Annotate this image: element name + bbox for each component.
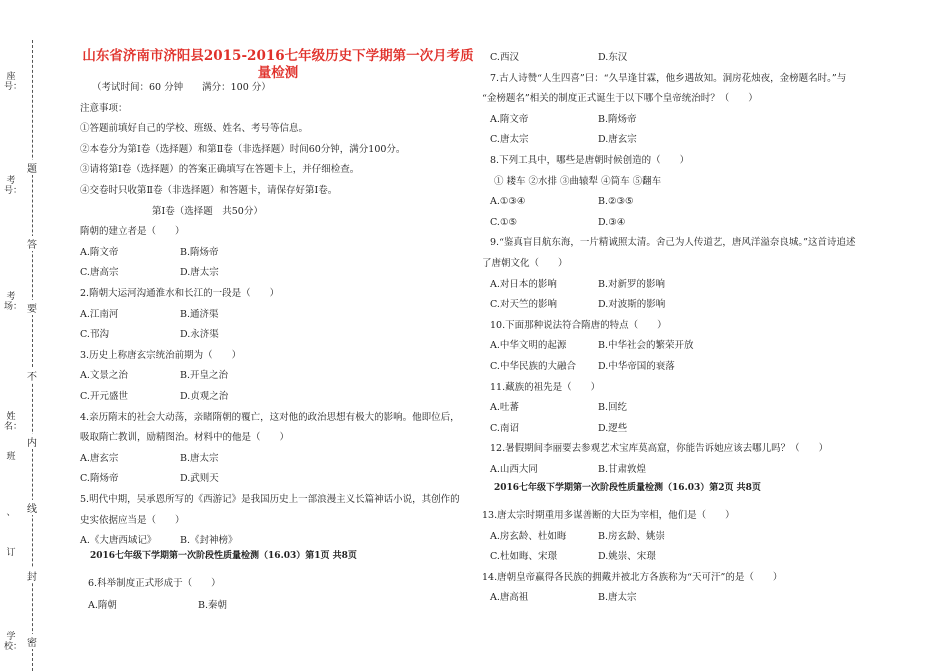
question-stem: 吸取隋亡教训，励精图治。材料中的他是（ ） — [80, 432, 290, 444]
question-option: C.对天竺的影响 — [490, 299, 557, 311]
question-option: D.唐太宗 — [180, 267, 219, 279]
question-stem: 4.亲历隋末的社会大动荡，亲睹隋朝的覆亡，这对他的政治思想有极大的影响。他即位后， — [80, 411, 460, 423]
question-stem: 了唐朝文化（ ） — [482, 258, 568, 269]
question-option: A.隋朝 — [88, 600, 117, 611]
question-option: A.对日本的影响 — [490, 278, 557, 290]
seal-punct-1: 、 — [6, 508, 16, 518]
seal-char: 封 — [24, 568, 40, 583]
question-option: A.唐高祖 — [490, 592, 529, 604]
seal-char: 密 — [24, 634, 40, 649]
question-option: C.开元盛世 — [80, 391, 128, 402]
question-stem: 6.科举制度正式形成于（ ） — [88, 578, 221, 589]
question-stem: 8.下列工具中，哪些是唐朝时候创造的（ ） — [490, 155, 690, 166]
question-option: C.邗沟 — [80, 329, 109, 341]
notes-item: ④交卷时只收第Ⅱ卷（非选择题）和答题卡，请保存好第Ⅰ卷。 — [80, 185, 338, 196]
question-option: D.对波斯的影响 — [598, 299, 666, 311]
question-stem: 7.古人诗赞“人生四喜”曰：“久旱逢甘霖，他乡遇故知。洞房花烛夜，金榜题名时。”与 — [490, 72, 847, 84]
question-option: B.唐太宗 — [598, 592, 637, 604]
notes-item: ②本卷分为第Ⅰ卷（选择题）和第Ⅱ卷（非选择题）时间60分钟，满分100分。 — [80, 143, 406, 155]
question-option: D.贞观之治 — [180, 391, 229, 402]
question-stem: 13.唐太宗时期重用多谋善断的大臣为宰相，他们是（ ） — [482, 510, 735, 521]
question-option: A.《大唐西域记》 — [80, 535, 157, 547]
seal-char: 内 — [24, 434, 40, 449]
seat-label: 座号： — [4, 72, 23, 92]
school-label: 学校： — [4, 632, 23, 652]
question-option: A.江南河 — [80, 308, 119, 320]
question-option: B.秦朝 — [198, 600, 228, 611]
question-option: C.唐高宗 — [80, 267, 119, 279]
question-option: B.通济渠 — [180, 308, 219, 320]
name-label: 姓名： — [4, 412, 23, 432]
question-stem: 12.暑假期间李丽要去参观艺术宝库莫高窟，你能告诉她应该去哪儿吗？（ ） — [490, 443, 829, 455]
question-option: D.武则天 — [180, 473, 219, 485]
question-stem: ① 耧车 ②水排 ③曲辕犁 ④筒车 ⑤翻车 — [494, 175, 662, 187]
notes-heading: 注意事项： — [80, 102, 128, 114]
seal-char: 题 — [24, 160, 40, 175]
seal-char: 线 — [24, 500, 40, 515]
question-option: B.回纥 — [598, 402, 628, 414]
question-option: B.隋炀帝 — [598, 113, 637, 125]
question-option: B.《封神榜》 — [180, 535, 238, 547]
question-stem: “金榜题名”相关的制度正式诞生于以下哪个皇帝统治时？（ ） — [482, 93, 758, 105]
seal-char: 答 — [24, 236, 40, 251]
question-option: A.唐玄宗 — [80, 452, 119, 464]
question-stem: 10.下面那种说法符合隋唐的特点（ ） — [490, 319, 667, 331]
exam-meta: （考试时间：60 分钟 满分：100 分） — [92, 82, 271, 93]
question-option: A.吐蕃 — [490, 402, 519, 414]
question-option: C.中华民族的大融合 — [490, 361, 576, 372]
question-option: B.甘肃敦煌 — [598, 464, 647, 475]
question-stem: 3.历史上称唐玄宗统治前期为（ ） — [80, 349, 242, 361]
question-option: A.文景之治 — [80, 370, 128, 382]
question-option: B.房玄龄、姚崇 — [598, 530, 666, 542]
question-option: A.①③④ — [490, 196, 526, 208]
seal-margin — [0, 0, 60, 671]
page-footer: 2016七年级下学期第一次阶段性质量检测（16.03）第1页 共8页 — [90, 551, 357, 561]
question-stem: 隋朝的建立者是（ ） — [80, 226, 185, 238]
question-option: C.隋炀帝 — [80, 473, 119, 485]
question-option: D.东汉 — [598, 52, 628, 63]
room-label: 考场： — [4, 292, 23, 312]
seal-char: 要 — [24, 300, 40, 315]
question-stem: 9.“鉴真盲目航东海，一片精诚照太清。舍己为人传道艺，唐风洋溢奈良城。”这首诗追述 — [490, 237, 856, 249]
question-option: B.②③⑤ — [598, 196, 634, 208]
question-option: B.开皇之治 — [180, 370, 229, 382]
question-option: C.①⑤ — [490, 216, 517, 228]
question-option: D.永济渠 — [180, 329, 219, 341]
question-stem: 2.隋朝大运河沟通淮水和长江的一段是（ ） — [80, 288, 280, 299]
section-heading: 第Ⅰ卷（选择题 共50分） — [152, 205, 263, 217]
exam-title: 山东省济南市济阳县2015-2016七年级历史下学期第一次月考质量检测 — [82, 48, 474, 81]
question-option: D.中华帝国的衰落 — [598, 361, 675, 372]
question-option: A.中华文明的起源 — [490, 340, 567, 352]
notes-item: ①答题前填好自己的学校、班级、姓名、考号等信息。 — [80, 123, 309, 135]
question-option: A.山西大同 — [490, 464, 538, 475]
question-option: A.隋文帝 — [80, 246, 119, 258]
seal-punct-2: 订 — [6, 548, 16, 558]
class-label: 班 — [6, 452, 16, 462]
question-option: C.南诏 — [490, 422, 519, 434]
question-stem: 史实依据应当是（ ） — [80, 514, 185, 526]
question-option: C.唐太宗 — [490, 134, 529, 146]
question-stem: 5.明代中期，吴承恩所写的《西游记》是我国历史上一部浪漫主义长篇神话小说，其创作的 — [80, 494, 460, 505]
question-option: B.对新罗的影响 — [598, 278, 666, 290]
seal-char: 不 — [24, 368, 40, 383]
question-option: D.姚崇、宋璟 — [598, 551, 656, 563]
question-stem: 14.唐朝皇帝赢得各民族的拥戴并被北方各族称为“天可汗”的是（ ） — [482, 571, 783, 583]
question-option: D.唐玄宗 — [598, 134, 637, 146]
question-stem: 11.藏族的祖先是（ ） — [490, 381, 601, 393]
exam-no-label: 考号： — [4, 176, 23, 196]
question-option: A.隋文帝 — [490, 113, 529, 125]
question-option: B.中华社会的繁荣开放 — [598, 340, 694, 352]
question-option: C.杜如晦、宋璟 — [490, 551, 557, 563]
question-option: C.西汉 — [490, 52, 519, 63]
question-option: D.③④ — [598, 216, 626, 228]
page-footer: 2016七年级下学期第一次阶段性质量检测（16.03）第2页 共8页 — [494, 483, 761, 493]
question-option: B.唐太宗 — [180, 452, 219, 464]
question-option: D.逻些 — [598, 422, 628, 434]
notes-item: ③请将第Ⅰ卷（选择题）的答案正确填写在答题卡上，并仔细检查。 — [80, 164, 360, 176]
question-option: B.隋炀帝 — [180, 246, 219, 258]
question-option: A.房玄龄、杜如晦 — [490, 530, 567, 542]
